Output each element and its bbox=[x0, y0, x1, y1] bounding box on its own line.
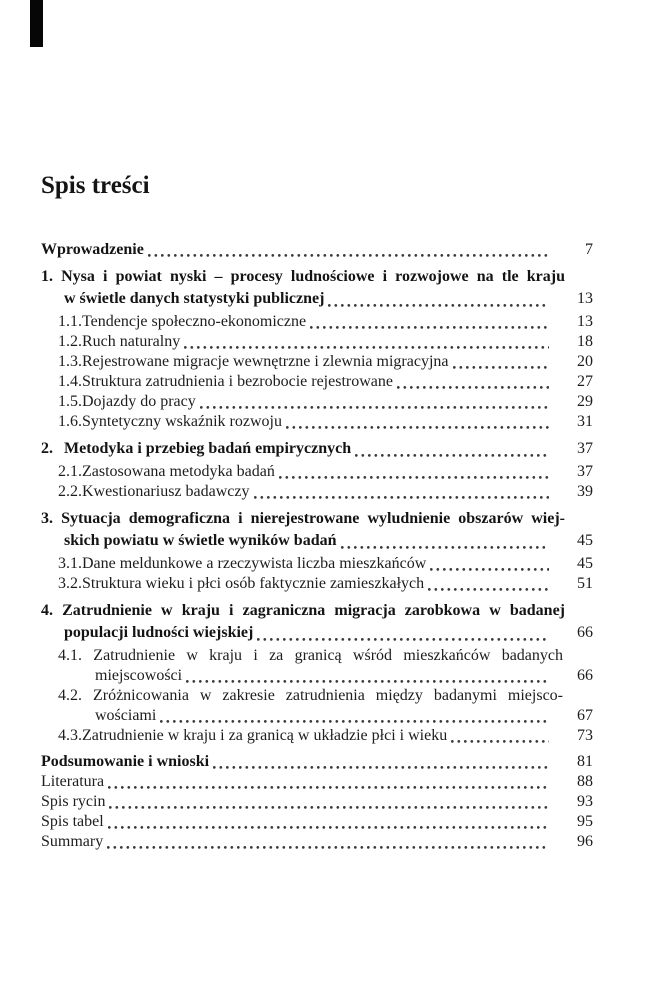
dot-leader bbox=[428, 587, 549, 591]
toc-entry bbox=[41, 726, 593, 746]
page-number: 66 bbox=[577, 667, 593, 684]
toc-entry-continuation bbox=[41, 622, 593, 644]
dot-leader bbox=[186, 679, 549, 683]
page-number: 67 bbox=[577, 707, 593, 724]
entry-label: w świetle danych statystyki publicznej bbox=[64, 290, 325, 307]
page-number: 7 bbox=[585, 241, 593, 258]
entry-number: 4. bbox=[41, 602, 53, 619]
page-number: 51 bbox=[577, 575, 593, 592]
dot-leader bbox=[286, 425, 549, 429]
entry-label: Sytuacja demograficzna i nierejestrowane wyludnienie obszarów wiej- bbox=[61, 510, 565, 527]
dot-leader bbox=[184, 345, 549, 349]
toc-entry bbox=[41, 574, 593, 594]
toc-entry bbox=[41, 554, 593, 574]
toc-entry bbox=[41, 686, 593, 706]
entry-number: 4.3. bbox=[58, 727, 82, 744]
page-number: 39 bbox=[577, 483, 593, 500]
dot-leader bbox=[148, 253, 549, 257]
page-number: 88 bbox=[577, 773, 593, 790]
entry-number: 1.4. bbox=[58, 373, 82, 390]
entry-number: 1.2. bbox=[58, 333, 82, 350]
entry-label: Literatura bbox=[41, 773, 105, 790]
entry-label: Spis tabel bbox=[41, 813, 104, 830]
entry-number: 4.2. bbox=[58, 687, 82, 704]
scan-artifact-bar bbox=[30, 0, 43, 47]
table-of-contents bbox=[41, 240, 593, 852]
toc-chapter bbox=[41, 438, 593, 460]
dot-leader bbox=[328, 303, 549, 307]
toc-entry bbox=[41, 312, 593, 332]
page-number: 45 bbox=[577, 555, 593, 572]
toc-entry bbox=[41, 240, 593, 260]
entry-label: Zastosowana metodyka badań bbox=[82, 463, 275, 480]
page-number: 27 bbox=[577, 373, 593, 390]
entry-label: Struktura zatrudnienia i bezrobocie rejestrowane bbox=[82, 373, 393, 390]
page-number: 66 bbox=[577, 624, 593, 641]
toc-chapter bbox=[41, 266, 593, 310]
entry-label: Dane meldunkowe a rzeczywista liczba mieszkańców bbox=[82, 555, 427, 572]
toc-subentries bbox=[41, 554, 593, 594]
dot-leader bbox=[355, 453, 549, 457]
toc-end-matter bbox=[41, 752, 593, 852]
dot-leader bbox=[213, 765, 549, 769]
toc-entry bbox=[41, 438, 593, 460]
toc-entry-group bbox=[41, 646, 593, 686]
entry-number: 1.6. bbox=[58, 413, 82, 430]
dot-leader bbox=[257, 637, 549, 641]
page-number: 13 bbox=[577, 290, 593, 307]
dot-leader bbox=[254, 495, 550, 499]
entry-number: 3. bbox=[41, 510, 53, 527]
entry-label: Rejestrowane migracje wewnętrzne i zlewnia migracyjna bbox=[82, 353, 449, 370]
entry-label: Zatrudnienie w kraju i zagraniczna migracja zarobkowa w badanej bbox=[62, 602, 565, 619]
toc-chapter bbox=[41, 508, 593, 552]
entry-label: populacji ludności wiejskiej bbox=[64, 624, 254, 641]
toc-entry-group bbox=[41, 686, 593, 726]
toc-entry bbox=[41, 772, 593, 792]
dot-leader bbox=[397, 385, 549, 389]
page-number: 37 bbox=[577, 463, 593, 480]
dot-leader bbox=[430, 567, 549, 571]
toc-entry bbox=[41, 266, 593, 288]
dot-leader bbox=[453, 365, 550, 369]
entry-number: 1. bbox=[41, 268, 53, 285]
toc-subentries bbox=[41, 462, 593, 502]
toc-entry bbox=[41, 372, 593, 392]
dot-leader bbox=[341, 545, 550, 549]
entry-label: Kwestionariusz badawczy bbox=[82, 483, 250, 500]
entry-number: 1.3. bbox=[58, 353, 82, 370]
page-number: 29 bbox=[577, 393, 593, 410]
entry-label: Syntetyczny wskaźnik rozwoju bbox=[82, 413, 282, 430]
toc-entry bbox=[41, 792, 593, 812]
dot-leader bbox=[160, 719, 549, 723]
dot-leader bbox=[108, 825, 549, 829]
entry-label: Dojazdy do pracy bbox=[82, 393, 196, 410]
toc-entry bbox=[41, 600, 593, 622]
dot-leader bbox=[107, 845, 549, 849]
toc-chapter bbox=[41, 600, 593, 644]
dot-leader bbox=[108, 785, 549, 789]
dot-leader bbox=[109, 805, 549, 809]
page-number: 37 bbox=[577, 440, 593, 457]
toc-entry-continuation bbox=[41, 530, 593, 552]
toc-entry bbox=[41, 352, 593, 372]
page-number: 45 bbox=[577, 532, 593, 549]
entry-label: Metodyka i przebieg badań empirycznych bbox=[64, 440, 352, 457]
entry-label: Wprowadzenie bbox=[41, 241, 144, 258]
toc-entry bbox=[41, 332, 593, 352]
dot-leader bbox=[310, 325, 549, 329]
entry-label: wościami bbox=[95, 707, 157, 724]
page-number: 95 bbox=[577, 813, 593, 830]
entry-number: 1.5. bbox=[58, 393, 82, 410]
entry-number: 4.1. bbox=[58, 647, 82, 664]
toc-entry bbox=[41, 462, 593, 482]
entry-label: Zróżnicowania w zakresie zatrudnienia między badanymi miejsco- bbox=[92, 687, 564, 704]
entry-number: 1.1. bbox=[58, 313, 82, 330]
dot-leader bbox=[451, 739, 549, 743]
page-number: 13 bbox=[577, 313, 593, 330]
page-number: 20 bbox=[577, 353, 593, 370]
toc-entry-continuation bbox=[41, 706, 593, 726]
toc-subentries bbox=[41, 312, 593, 432]
entry-number: 3.1. bbox=[58, 555, 82, 572]
entry-label: Ruch naturalny bbox=[82, 333, 181, 350]
toc-entry bbox=[41, 412, 593, 432]
toc-entry bbox=[41, 752, 593, 772]
entry-label: miejscowości bbox=[95, 667, 183, 684]
toc-entry-continuation bbox=[41, 666, 593, 686]
dot-leader bbox=[279, 475, 549, 479]
page-number: 73 bbox=[577, 727, 593, 744]
toc-entry bbox=[41, 508, 593, 530]
dot-leader bbox=[200, 405, 549, 409]
entry-label: Summary bbox=[41, 833, 104, 850]
entry-label: Zatrudnienie w kraju i za granicą w układzie płci i wieku bbox=[82, 727, 448, 744]
page-number: 18 bbox=[577, 333, 593, 350]
page-title: Spis treści bbox=[41, 171, 150, 199]
toc-entry-continuation bbox=[41, 288, 593, 310]
page-number: 81 bbox=[577, 753, 593, 770]
entry-label: Spis rycin bbox=[41, 793, 106, 810]
toc-entry bbox=[41, 392, 593, 412]
toc-entry bbox=[41, 832, 593, 852]
page-number: 31 bbox=[577, 413, 593, 430]
entry-label: Zatrudnienie w kraju i za granicą wśród mieszkańców badanych bbox=[93, 647, 564, 664]
entry-number: 3.2. bbox=[58, 575, 82, 592]
entry-number: 2.1. bbox=[58, 463, 82, 480]
entry-label: skich powiatu w świetle wyników badań bbox=[64, 532, 337, 549]
page-number: 93 bbox=[577, 793, 593, 810]
entry-label: Podsumowanie i wnioski bbox=[41, 753, 210, 770]
entry-number: 2. bbox=[41, 440, 53, 457]
toc-subentries bbox=[41, 646, 593, 746]
toc-entry bbox=[41, 646, 593, 666]
toc-entry bbox=[41, 812, 593, 832]
entry-number: 2.2. bbox=[58, 483, 82, 500]
entry-label: Tendencje społeczno-ekonomiczne bbox=[82, 313, 307, 330]
entry-label: Struktura wieku i płci osób faktycznie zamieszkałych bbox=[82, 575, 425, 592]
entry-label: Nysa i powiat nyski – procesy ludnościowe i rozwojowe na tle kraju bbox=[61, 268, 566, 285]
toc-entry bbox=[41, 482, 593, 502]
page-number: 96 bbox=[577, 833, 593, 850]
